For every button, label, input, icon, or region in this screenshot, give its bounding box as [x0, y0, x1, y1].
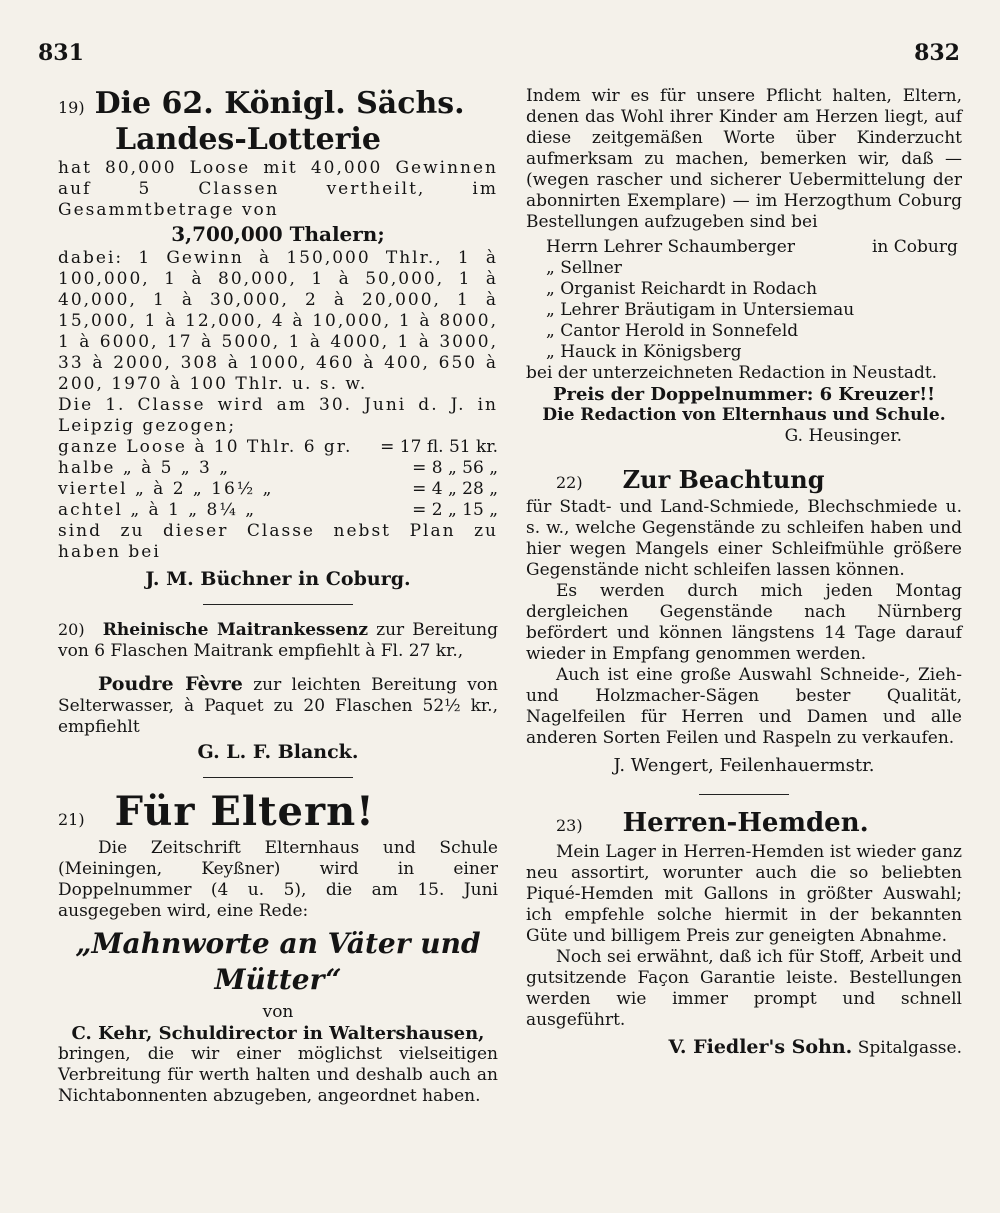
ad-title: Für Eltern! — [114, 788, 375, 835]
ad-text: bei der unterzeichneten Redaction in Neustadt. — [526, 363, 938, 383]
price-table — [58, 437, 498, 521]
ad-title-2: Landes-Lotterie — [115, 122, 381, 157]
ad-text: zur leichten Bereitung von Selterwasser, à Paquet zu 20 Flaschen 52½ kr., empfiehlt — [58, 675, 498, 737]
ad-seller: G. L. F. Blanck. — [197, 741, 359, 763]
table-row — [58, 500, 498, 521]
divider — [203, 777, 353, 778]
ad-title: Zur Beachtung — [622, 465, 825, 494]
signature: Die Redaction von Elternhaus und Schule. — [542, 405, 946, 425]
ad-title: Die 62. Königl. Sächs. — [94, 86, 465, 121]
list-item: Herrn Lehrer Schaumberger — [546, 237, 795, 257]
ad-text: Mein Lager in Herren-Hemden ist wieder ganz neu assortirt, worunter auch die so beliebten Piqué-Hemden mit Gallons in größter Auswahl; ich empfehle solche hiermit in der bekannten Güte und billigem Preis zur geneigten Abnahme. — [526, 842, 962, 946]
ad-text: für Stadt- und Land-Schmiede, Blechschmiede u. s. w., welche Gegenstände zu schleifen haben und hier wegen Mangels einer Schleifmühle größere Gegenstände nicht schleifen lassen können. — [526, 497, 962, 580]
shop-name: V. Fiedler's Sohn. — [668, 1036, 853, 1058]
table-cell: = 8 „ 56 „ — [412, 458, 498, 478]
table-cell: = 2 „ 15 „ — [412, 500, 498, 520]
list-item: „ Lehrer Bräutigam in Untersiemau — [546, 300, 855, 320]
ad-text: Auch ist eine große Auswahl Schneide-, Zieh- und Holzmacher-Sägen bester Qualität, Nagelfeilen für Herren und Damen und alle anderen Sorten Feilen und Raspeln zu verkaufen. — [526, 665, 962, 748]
shop-address: Spitalgasse. — [857, 1038, 962, 1058]
ad-text: hat 80,000 Loose mit 40,000 Gewinnen auf 5 Classen vertheilt, im Gesammtbetrage von — [58, 158, 498, 220]
ad-22-notice — [526, 465, 962, 776]
ad-21-continued — [526, 86, 962, 447]
ad-text: Noch sei erwähnt, daß ich für Stoff, Arbeit und gutsitzende Façon Garantie leiste. Bestellungen werden wie immer prompt und schnell ausgeführt. — [526, 947, 962, 1030]
ad-text: sind zu dieser Classe nebst Plan zu haben bei — [58, 521, 498, 562]
price-line: Preis der Doppelnummer: 6 Kreuzer!! — [552, 384, 936, 405]
ad-number: 20) — [58, 620, 85, 639]
ad-number: 19) — [58, 98, 85, 117]
page-number-left: 831 — [38, 40, 84, 66]
ad-20-products — [58, 619, 498, 763]
page-number-right: 832 — [914, 40, 960, 66]
left-column — [58, 86, 498, 1107]
table-row — [58, 458, 498, 479]
ad-text: Indem wir es für unsere Pflicht halten, Eltern, denen das Wohl ihrer Kinder am Herzen liegt, auf diese zeitgemäßen Worte über Kinderzucht aufmerksam zu machen, bemerken wir, daß — (wegen rascher und sicherer Uebermittelung der abonnirten Exemplare) — im Herzogthum Coburg Bestellungen aufzugeben sind bei — [526, 86, 962, 232]
table-cell: ganze Loose à 10 Thlr. 6 gr. — [58, 437, 353, 457]
table-cell: achtel „ à 1 „ 8¼ „ — [58, 500, 257, 520]
agents-block — [526, 237, 962, 363]
table-row — [58, 479, 498, 500]
list-item: „ Cantor Herold in Sonnefeld — [546, 321, 799, 341]
table-row — [58, 437, 498, 458]
list-item: „ Sellner — [546, 258, 622, 278]
table-cell: viertel „ à 2 „ 16½ „ — [58, 479, 274, 499]
speech-title: „Mahnworte an Väter und Mütter“ — [75, 927, 481, 996]
ad-21-parents — [58, 790, 498, 1107]
ad-number: 21) — [58, 810, 85, 829]
ad-text: Die Zeitschrift Elternhaus und Schule (Meiningen, Keyßner) wird in einer Doppelnummer (4 u. 5), die am 15. Juni ausgegeben wird, eine Rede: — [58, 838, 498, 921]
ad-number: 23) — [556, 816, 583, 835]
ad-23-shirts — [526, 808, 962, 1059]
ad-text: von — [262, 1002, 294, 1022]
table-cell: = 4 „ 28 „ — [412, 479, 498, 499]
list-item: „ Hauck in Königsberg — [546, 342, 742, 362]
product-name: Poudre Fèvre — [98, 673, 243, 695]
ad-text: zur Bereitung von 6 Flaschen Maitrank empfiehlt à Fl. 27 kr., — [58, 620, 499, 661]
agents-city: in Coburg — [872, 237, 958, 257]
ad-number: 22) — [556, 473, 583, 492]
author-line: C. Kehr, Schuldirector in Waltershausen, — [71, 1023, 485, 1044]
agents-list — [526, 237, 872, 363]
signature: J. Wengert, Feilenhauermstr. — [613, 755, 875, 776]
list-item: „ Organist Reichardt in Rodach — [546, 279, 818, 299]
ad-text: Es werden durch mich jeden Montag dergleichen Gegenstände nach Nürnberg befördert und können längstens 14 Tage darauf wieder in Empfang genommen werden. — [526, 581, 962, 664]
lottery-amount: 3,700,000 Thalern; — [171, 222, 385, 246]
table-cell: = 17 fl. 51 kr. — [380, 437, 498, 457]
right-column — [526, 86, 962, 1059]
divider — [203, 604, 353, 605]
product-name: Rheinische Maitrankessenz — [102, 620, 369, 640]
ad-text: Die 1. Classe wird am 30. Juni d. J. in Leipzig gezogen; — [58, 395, 498, 436]
ad-title: Herren-Hemden. — [622, 808, 869, 838]
table-cell: halbe „ à 5 „ 3 „ — [58, 458, 231, 478]
ad-seller: J. M. Büchner in Coburg. — [145, 568, 411, 590]
ad-19-lottery — [58, 86, 498, 590]
signature: G. Heusinger. — [784, 426, 902, 446]
divider — [699, 794, 789, 795]
ad-text: dabei: 1 Gewinn à 150,000 Thlr., 1 à 100,000, 1 à 80,000, 1 à 50,000, 1 à 40,000, 1 à 30,000, 2 à 20,000, 1 à 15,000, 1 à 12,000, 4 à 10,000, 1 à 8000, 1 à 6000, 17 à 5000, 1 à 4000, 1 à 3000, 33 à 2000, 308 à 1000, 460 à 400, 650 à 200, 1970 à 100 Thlr. u. s. w. — [58, 248, 498, 394]
ad-text: bringen, die wir einer möglichst vielseitigen Verbreitung für werth halten und deshalb auch an Nichtabonnenten abzugeben, angeordnet haben. — [58, 1044, 498, 1106]
